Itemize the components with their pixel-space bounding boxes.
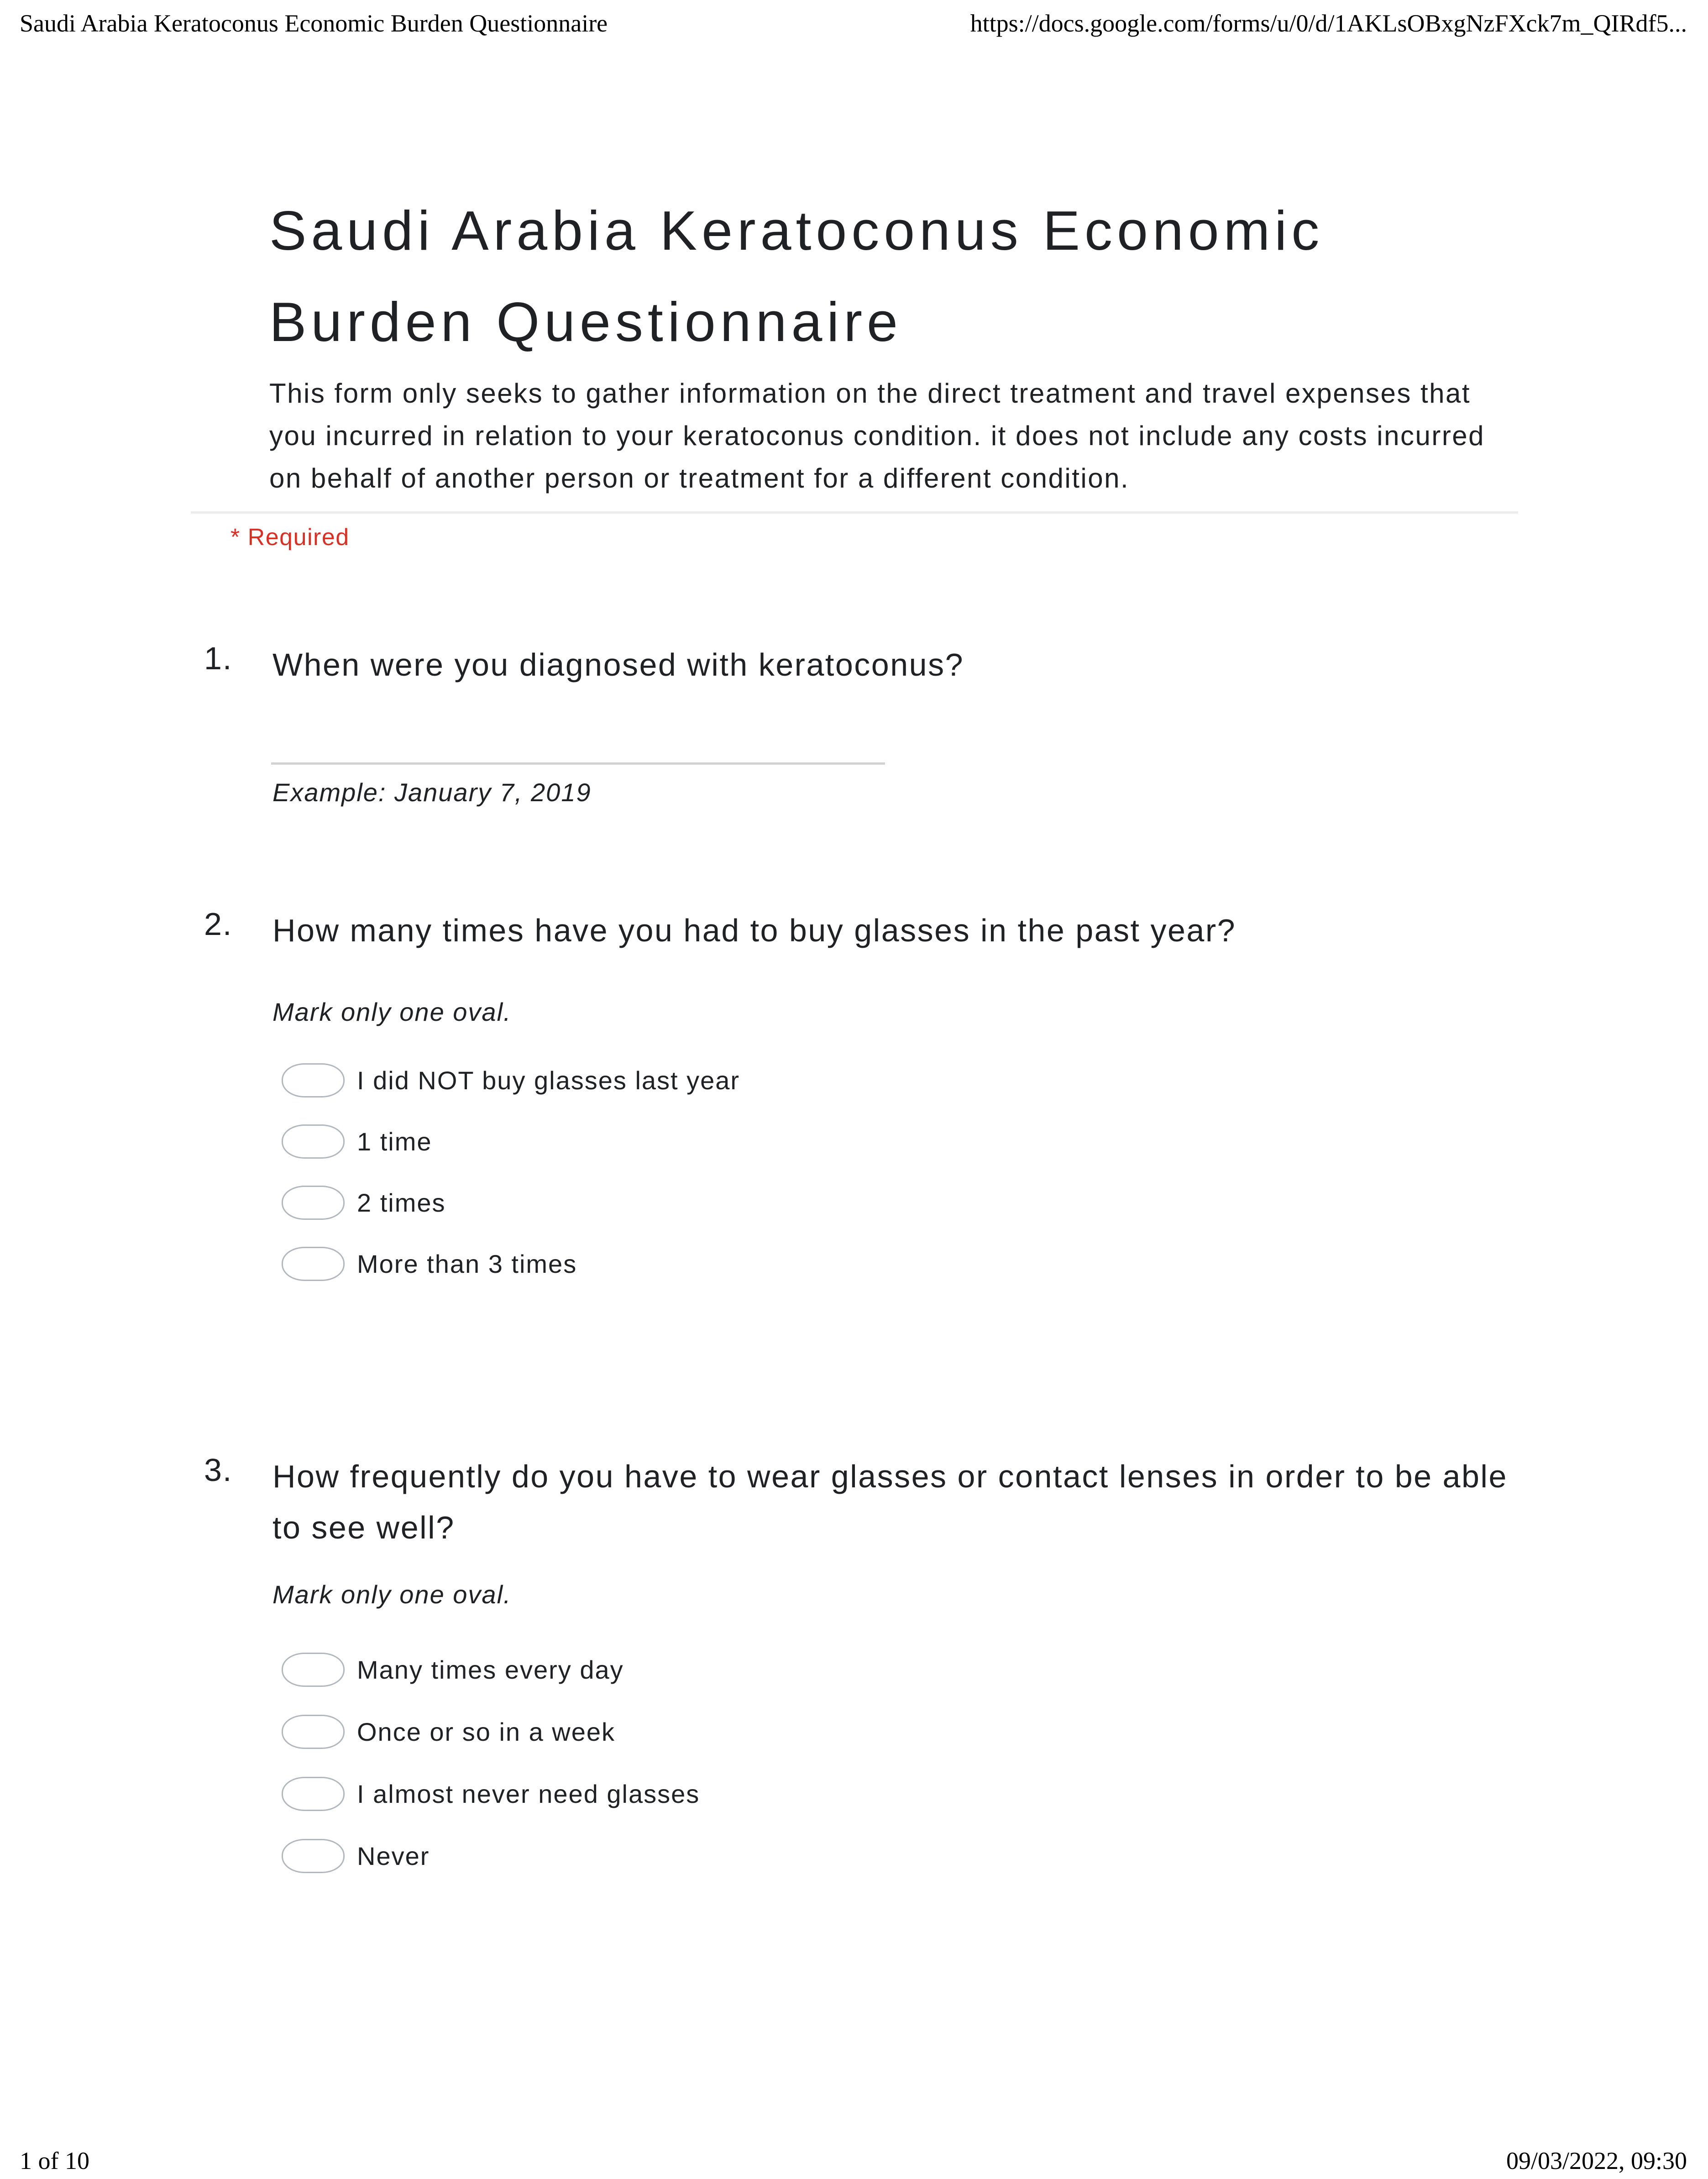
radio-oval-icon[interactable] — [282, 1063, 345, 1097]
question-2-instruction: Mark only one oval. — [272, 998, 512, 1026]
print-header-url: https://docs.google.com/forms/u/0/d/1AKLsOBxgNzFXck7m_QIRdf5... — [970, 10, 1687, 37]
option-row[interactable] — [282, 1063, 740, 1097]
required-note: * Required — [231, 524, 350, 551]
date-format-hint: Example: January 7, 2019 — [272, 778, 592, 807]
question-3-number: 3. — [204, 1452, 233, 1488]
option-row[interactable] — [282, 1247, 577, 1281]
question-2-text: How many times have you had to buy glasses in the past year? — [272, 913, 1236, 948]
section-divider — [191, 511, 1518, 514]
question-3-instruction: Mark only one oval. — [272, 1580, 512, 1609]
radio-oval-icon[interactable] — [282, 1653, 345, 1687]
option-label: I almost never need glasses — [357, 1780, 700, 1808]
option-row[interactable] — [282, 1653, 624, 1687]
question-2-number: 2. — [204, 906, 233, 942]
option-row[interactable] — [282, 1124, 432, 1159]
form-description: This form only seeks to gather information on the direct treatment and travel expenses that you incurred in relation to your keratoconus condition. it does not include any costs incurred on behalf of another person or treatment for a different condition. — [269, 378, 1485, 494]
radio-oval-icon[interactable] — [282, 1839, 345, 1873]
option-row[interactable] — [282, 1777, 700, 1811]
page-title: Saudi Arabia Keratoconus Economic Burden Questionnaire — [269, 200, 1324, 353]
radio-oval-icon[interactable] — [282, 1247, 345, 1281]
date-input[interactable] — [271, 762, 885, 765]
radio-oval-icon[interactable] — [282, 1124, 345, 1159]
option-label: I did NOT buy glasses last year — [357, 1066, 740, 1095]
question-1-number: 1. — [204, 641, 233, 676]
option-label: Once or so in a week — [357, 1717, 616, 1746]
option-label: Never — [357, 1842, 430, 1870]
question-1-text: When were you diagnosed with keratoconus? — [272, 647, 964, 683]
option-row[interactable] — [282, 1839, 430, 1873]
radio-oval-icon[interactable] — [282, 1715, 345, 1749]
option-label: 1 time — [357, 1127, 432, 1156]
option-row[interactable] — [282, 1715, 615, 1749]
option-row[interactable] — [282, 1186, 446, 1220]
option-label: Many times every day — [357, 1655, 624, 1684]
option-label: 2 times — [357, 1188, 446, 1217]
question-3-text: How frequently do you have to wear glasses or contact lenses in order to be able to see well? — [272, 1459, 1508, 1545]
print-timestamp: 09/03/2022, 09:30 — [1506, 2147, 1687, 2174]
radio-oval-icon[interactable] — [282, 1777, 345, 1811]
print-header-document-title: Saudi Arabia Keratoconus Economic Burden Questionnaire — [20, 10, 608, 37]
radio-oval-icon[interactable] — [282, 1186, 345, 1220]
option-label: More than 3 times — [357, 1250, 577, 1278]
page-number: 1 of 10 — [20, 2147, 89, 2174]
